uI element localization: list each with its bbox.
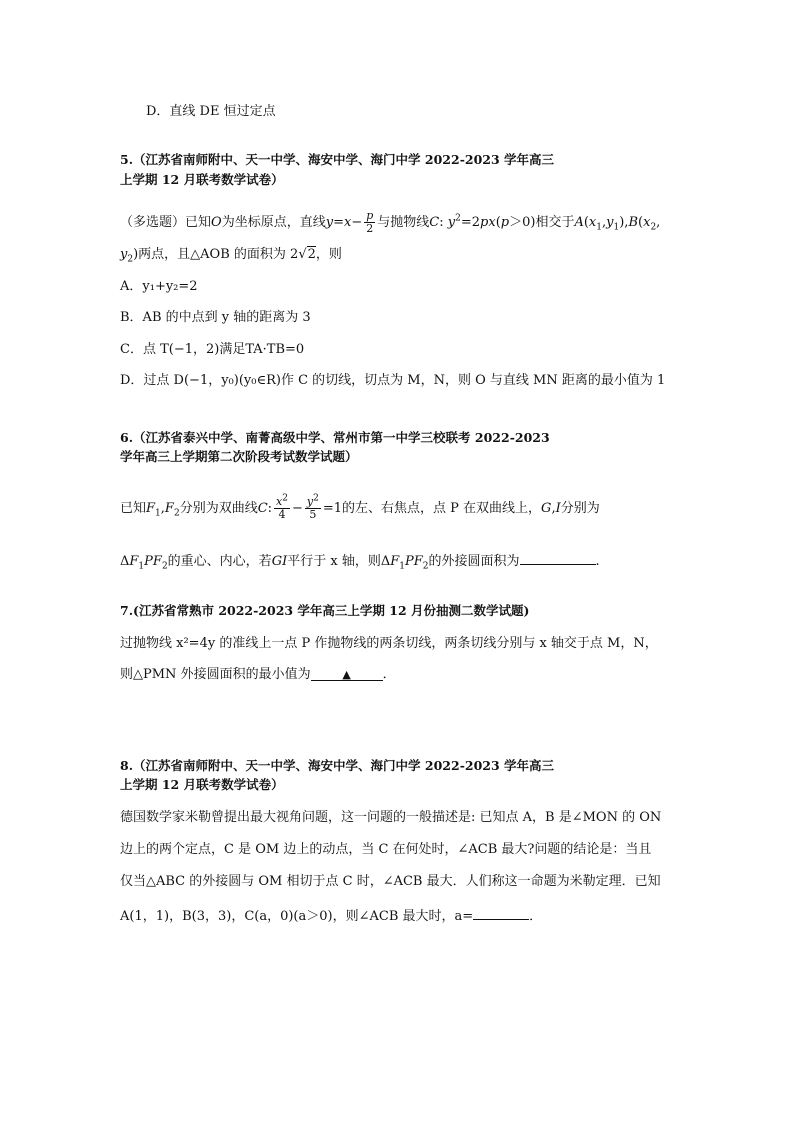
q5-source-line2: 上学期 12 月联考数学试卷） xyxy=(120,172,284,187)
q5-stem-a: 已知 xyxy=(185,215,212,230)
q5-stem-c: 与抛物线 xyxy=(377,215,430,230)
q8-line4: A(1，1)，B(3，3)，C(a，0)(a＞0)，则∠ACB 最大时，a= ． xyxy=(120,904,734,927)
q8-source-line1: 8.（江苏省南师附中、天一中学、海安中学、海门中学 2022-2023 学年高三 xyxy=(120,758,555,773)
q8-line1: 德国数学家米勒曾提出最大视角问题，这一问题的一般描述是: 已知点 A，B 是∠MON 的 ON xyxy=(120,810,662,825)
q5-stem-f: ，则 xyxy=(315,247,342,262)
q5-stem-b: 为坐标原点，直线 xyxy=(221,215,326,230)
q5-fraction: $\frac{p}{2}$ xyxy=(366,209,374,235)
q6-answer-blank[interactable] xyxy=(520,549,596,565)
q5-option-c: C．点 T(−1，2)满足TA·TB=0 xyxy=(120,342,305,357)
q8-line3: 仅当△ABC 的外接圆与 OM 相切于点 C 时，∠ACB 最大．人们称这一命题为米勒定理．已知 xyxy=(120,874,661,889)
q6-source-line2: 学年高三上学期第二次阶段考试数学试题） xyxy=(120,449,358,464)
q8-answer-blank[interactable] xyxy=(473,904,529,920)
q6-text1d: 分别为 xyxy=(560,501,600,516)
q5-option-b: B．AB 的中点到 y 轴的距离为 3 xyxy=(120,310,311,325)
q5-option-a: A．y₁+y₂=2 xyxy=(120,279,198,294)
q6-text-line1: 已知$F_1,F_2$分别为双曲线C: $\frac{x^2}{4}$ − $\frac{y^2}{5}$ =1的左、右焦点，点 P 在双曲线上，G,I分别为 xyxy=(120,493,600,521)
q5-option-d: D．过点 D(−1，y₀)(y₀∈R)作 C 的切线，切点为 M，N，则 O 与直线 MN 距离的最小值为 1 xyxy=(120,373,666,388)
q7-line2-text: 则△PMN 外接圆面积的最小值为 xyxy=(120,667,311,682)
q6-text2a: 的重心、内心，若 xyxy=(167,554,272,569)
q8-line2: 边上的两个定点，C 是 OM 边上的动点，当 C 在何处时，∠ACB 最大?问题的结论是：当且 xyxy=(120,842,652,857)
q5-stem-line1: （多选题）已知O为坐标原点，直线y=x− $\frac{p}{2}$ 与抛物线C: $y^2=2px(p>0)$相交于$A(x_1,y_1),B(x_2$, xyxy=(120,209,661,235)
q7-source: 7.(江苏省常熟市 2022-2023 学年高三上学期 12 月份抽测二数学试题) xyxy=(120,603,530,618)
q6-text1a: 已知 xyxy=(120,501,147,516)
q5-stem-e: 两点，且△AOB 的面积为 2 xyxy=(138,247,299,262)
q6-text1c: 的左、右焦点，点 P 在双曲线上， xyxy=(342,501,542,516)
q7-line1: 过抛物线 x²=4y 的准线上一点 P 作抛物线的两条切线，两条切线分别与 x 轴交于点 M，N， xyxy=(120,636,658,651)
q6-frac-x: $\frac{x^2}{4}$ xyxy=(276,493,288,521)
q8-line4-text: A(1，1)，B(3，3)，C(a，0)(a＞0)，则∠ACB 最大时，a= xyxy=(120,909,474,924)
q6-text1b: 分别为双曲线 xyxy=(179,501,258,516)
q5-source-line1: 5.（江苏省南师附中、天一中学、海安中学、海门中学 2022-2023 学年高三 xyxy=(120,152,555,167)
q5-stem-d: 相交于 xyxy=(535,215,575,230)
q6-source-line1: 6.（江苏省泰兴中学、南菁高级中学、常州市第一中学三校联考 2022-2023 xyxy=(120,430,550,445)
sqrt-symbol: √ xyxy=(298,247,307,262)
q7-answer-blank[interactable] xyxy=(311,665,383,681)
q5-stem-line2: $y_2$)两点，且△AOB 的面积为 2√2，则 xyxy=(120,247,342,265)
q7-line2: 则△PMN 外接圆面积的最小值为 ▲ ． xyxy=(120,667,396,682)
q4-option-d: D．直线 DE 恒过定点 xyxy=(146,104,276,119)
triangle-marker-icon: ▲ xyxy=(342,668,351,681)
q8-source-line2: 上学期 12 月联考数学试卷） xyxy=(120,777,284,792)
q5-stem-tag: （多选题） xyxy=(120,215,186,230)
q6-frac-y: $\frac{y^2}{5}$ xyxy=(306,493,319,521)
q6-text-line2: $\Delta F_1PF_2$的重心、内心，若GI平行于 x 轴，则$\Delta F_1PF_2$的外接圆面积为 . xyxy=(120,549,734,572)
q6-text2c: 的外接圆面积为 xyxy=(428,554,520,569)
q6-text2b: 平行于 x 轴，则 xyxy=(287,554,381,569)
